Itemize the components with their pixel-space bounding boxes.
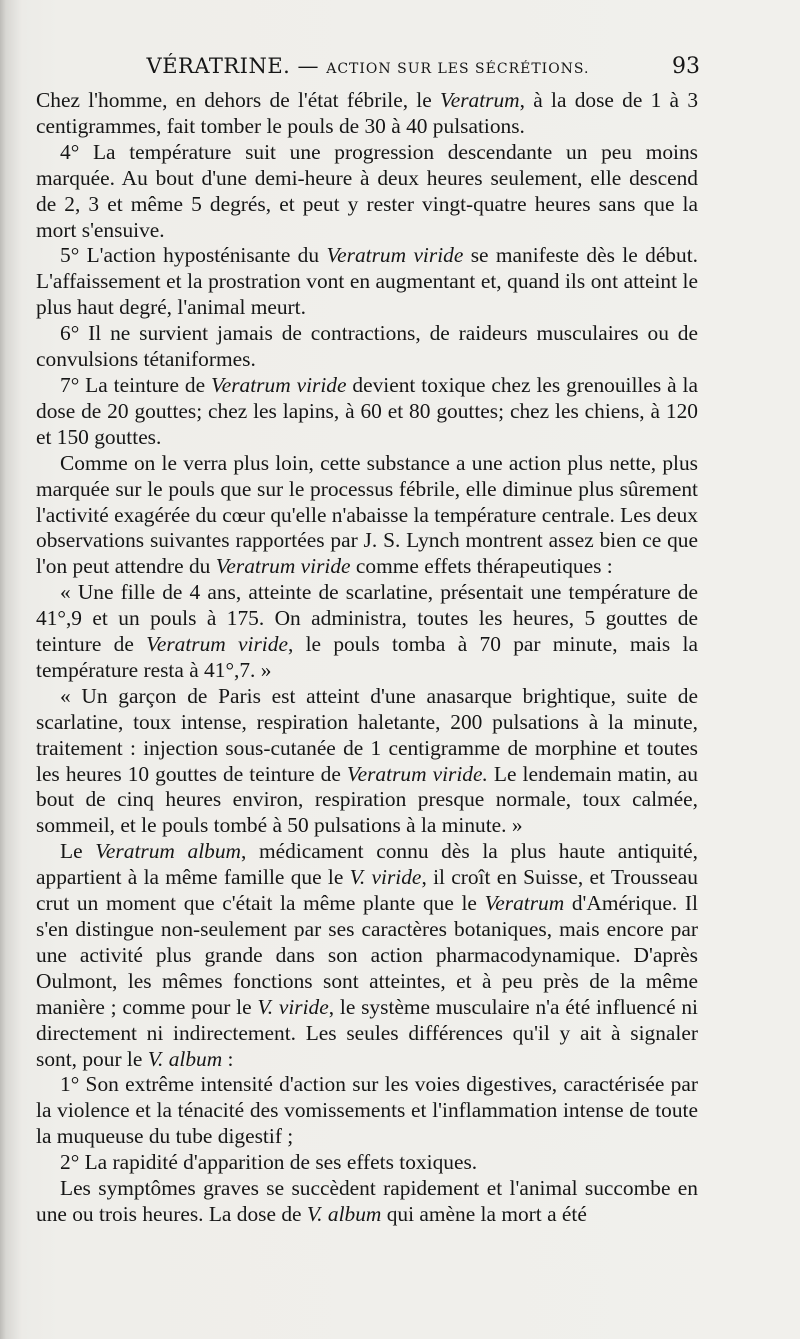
paragraph bbox=[36, 839, 698, 1072]
italic-text: Veratrum album bbox=[95, 839, 242, 864]
body-text bbox=[36, 88, 698, 1228]
paragraph bbox=[36, 684, 698, 839]
text-run: se manifeste dès le début. L'affaissement et la prostration vont en augmentant et, quand ils ont atteint le plus haut degré, l'animal meurt. bbox=[36, 243, 698, 320]
running-title bbox=[36, 54, 700, 78]
section-subtitle: ACTION SUR LES SÉCRÉTIONS. bbox=[326, 61, 590, 77]
running-head bbox=[36, 54, 700, 84]
italic-text: Veratrum viride bbox=[215, 554, 351, 579]
paragraph bbox=[36, 140, 698, 244]
text-run: d'Amérique. Il s'en distingue non-seulement par ses caractères botaniques, mais encore par une activité plus grande dans son action pharmacodynamique. D'après Oulmont, les mêmes fonctions sont atteintes, et à peu près de la même manière ; comme pour le bbox=[36, 891, 698, 1019]
text-run: 1° Son extrême intensité d'action sur les voies digestives, caractérisée par la violence et la ténacité des vomissements et l'inflammation intense de toute la muqueuse du tube digestif ; bbox=[36, 1072, 698, 1149]
paragraph bbox=[36, 1176, 698, 1228]
paragraph bbox=[36, 1072, 698, 1150]
paragraph bbox=[36, 373, 698, 451]
paragraph bbox=[36, 580, 698, 684]
text-run: , médicament connu dès la plus haute antiquité, appartient à la même famille que le bbox=[36, 839, 698, 890]
paragraph bbox=[36, 1150, 698, 1176]
text-run: 5° L'action hyposténisante du bbox=[60, 243, 327, 268]
paragraph bbox=[36, 451, 698, 581]
italic-text: V. album bbox=[306, 1201, 382, 1226]
italic-text: Veratrum viride bbox=[326, 243, 464, 268]
text-run: , le système musculaire n'a été influencé ni directement ni indirectement. Les seules différences qu'il y ait à signaler sont, pour le bbox=[36, 994, 698, 1071]
italic-text: V. viride bbox=[257, 994, 329, 1019]
text-run: , il croît en Suisse, et Trousseau crut un moment que c'était la même plante que le bbox=[36, 865, 698, 916]
text-run: Le bbox=[60, 839, 96, 864]
text-run: Le lendemain matin, au bout de cinq heures environ, respiration presque normale, toux calmée, sommeil, et le pouls tombé à 50 pulsations à la minute. » bbox=[36, 761, 698, 838]
page-number: 93 bbox=[672, 54, 700, 79]
italic-text: Veratrum viride. bbox=[346, 761, 488, 786]
text-run: 6° Il ne survient jamais de contractions, de raideurs musculaires ou de convulsions tétaniformes. bbox=[36, 321, 698, 372]
text-run: Comme on le verra plus loin, cette substance a une action plus nette, plus marquée sur le pouls que sur le processus fébrile, elle diminue plus sûrement l'activité exagérée du cœur qu'elle n'abaisse la température centrale. Les deux observations suivantes rapportées par J. S. Lynch montrent assez bien ce que l'on peut attendre du bbox=[36, 450, 698, 579]
text-run: Chez l'homme, en dehors de l'état fébrile, le bbox=[36, 88, 441, 112]
paragraph bbox=[36, 243, 698, 321]
text-run: , à la dose de 1 à 3 centigrammes, fait tomber le pouls de 30 à 40 pulsations. bbox=[36, 88, 699, 138]
text-run: qui amène la mort a été bbox=[381, 1201, 587, 1226]
italic-text: Veratrum viride bbox=[146, 632, 288, 657]
title-dash: — bbox=[297, 54, 320, 78]
text-run: « Un garçon de Paris est atteint d'une anasarque brightique, suite de scarlatine, toux intense, respiration haletante, 200 pulsations à la minute, traitement : injection sous-cutanée de 1 centigramme de morphine et toutes les heures 10 gouttes de teinture de bbox=[36, 683, 698, 786]
text-run: , le pouls tomba à 70 par minute, mais la température resta à 41°,7. » bbox=[36, 632, 698, 682]
italic-text: Veratrum viride bbox=[211, 372, 347, 397]
text-run: comme effets thérapeutiques : bbox=[350, 554, 613, 579]
chapter-title: VÉRATRINE. bbox=[146, 54, 291, 78]
text-run: Les symptômes graves se succèdent rapidement et l'animal succombe en une ou trois heures. La dose de bbox=[36, 1176, 698, 1226]
italic-text: V. album bbox=[147, 1046, 223, 1071]
text-run: 4° La température suit une progression descendante un peu moins marquée. Au bout d'une demi-heure à deux heures seulement, elle descend de 2, 3 et même 5 degrés, et peut y rester vingt-quatre heures sans que la mort s'ensuive. bbox=[36, 139, 698, 242]
text-run: 2° La rapidité d'apparition de ses effets toxiques. bbox=[60, 1150, 478, 1175]
paragraph bbox=[36, 321, 698, 373]
italic-text: Veratrum bbox=[484, 891, 565, 916]
text-run: : bbox=[222, 1046, 234, 1071]
text-run: « Une fille de 4 ans, atteinte de scarlatine, présentait une température de 41°,9 et un pouls à 175. On administra, toutes les heures, 5 gouttes de teinture de bbox=[36, 580, 698, 657]
text-run: devient toxique chez les grenouilles à la dose de 20 gouttes; chez les lapins, à 60 et 80 gouttes; chez les chiens, à 120 et 150 gouttes. bbox=[36, 372, 698, 449]
paragraph bbox=[36, 88, 698, 140]
italic-text: V. viride bbox=[349, 865, 422, 890]
text-run: 7° La teinture de bbox=[60, 372, 212, 397]
italic-text: Veratrum bbox=[440, 88, 520, 112]
